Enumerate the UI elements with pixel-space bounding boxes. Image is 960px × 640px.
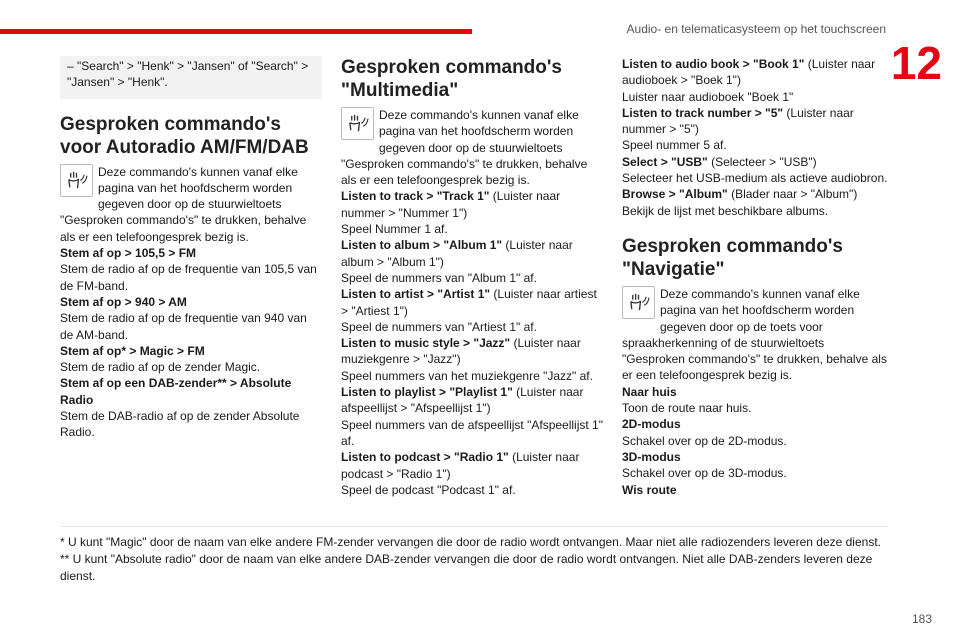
command-line [341, 335, 603, 368]
command-list [60, 245, 322, 441]
command-description: Toon de route naar huis. [622, 401, 752, 416]
column-2 [341, 56, 603, 498]
command-description: Speel nummer 5 af. [622, 138, 727, 153]
command-description: Luister naar audioboek "Boek 1" [622, 89, 794, 104]
command-description: Selecteer het USB-medium als actieve audiobron. [622, 171, 888, 186]
command-line [622, 449, 888, 465]
intro-text: Deze commando's kunnen vanaf elke pagina van het hoofdscherm worden gegeven door op de toets voor spraakherkenning of de stuurwieltoets "Gesproken commando's" te drukken, behalve als er een telefoongesprek bezig is. [622, 286, 887, 383]
command-text: 3D-modus [622, 449, 681, 464]
footnote: * U kunt "Magic" door de naam van elke andere FM-zender vervangen die door de radio wordt ontvangen. Maar niet alle radiozenders leveren deze dienst. [60, 535, 881, 549]
command-text: Stem af op* > Magic > FM [60, 343, 205, 358]
command-text: Listen to playlist > "Playlist 1" [341, 385, 513, 400]
command-translation: (Luister naar audioboek > "Boek 1") [622, 57, 876, 88]
command-translation: (Luister naar album > "Album 1") [341, 238, 573, 269]
command-list [622, 384, 888, 498]
command-description: Schakel over op de 2D-modus. [622, 433, 787, 448]
accent-bar [0, 29, 472, 34]
command-description: Speel Nummer 1 af. [341, 222, 448, 237]
command-line [341, 188, 603, 221]
command-text: Listen to music style > "Jazz" [341, 336, 511, 351]
command-line [341, 449, 603, 482]
command-text: Listen to audio book > "Book 1" [622, 57, 805, 71]
page-number: 183 [911, 612, 932, 626]
command-description: Stem de radio af op de frequentie van 105,5 van de FM-band. [60, 262, 317, 293]
command-text: Wis route [622, 482, 677, 497]
search-note-text: – "Search" > "Henk" > "Jansen" of "Search" > "Jansen" > "Henk". [67, 59, 309, 90]
command-translation: (Luister naar afspeellijst > "Afspeellijst 1") [341, 385, 584, 416]
command-description: Speel nummers van de afspeellijst "Afspeellijst 1" af. [341, 417, 603, 448]
command-description: Speel de podcast "Podcast 1" af. [341, 482, 516, 497]
voice-command-icon [60, 164, 93, 197]
command-line [341, 384, 603, 417]
command-list [622, 56, 888, 219]
command-line [622, 416, 888, 432]
chapter-number: 12 [890, 37, 942, 89]
command-text: Listen to track number > "5" [622, 105, 784, 120]
command-text: Naar huis [622, 384, 677, 399]
command-text: 2D-modus [622, 417, 681, 432]
command-translation: (Luister naar artiest > "Artiest 1") [341, 287, 597, 318]
command-translation: (Luister naar nummer > "Nummer 1") [341, 189, 561, 220]
command-description: Stem de radio af op de zender Magic. [60, 360, 261, 375]
command-description: Stem de radio af op de frequentie van 940 van de AM-band. [60, 311, 307, 342]
command-line [622, 186, 888, 202]
command-list [341, 188, 603, 498]
command-line [622, 56, 888, 89]
command-text: Listen to podcast > "Radio 1" [341, 450, 509, 465]
command-description: Speel de nummers van "Artiest 1" af. [341, 319, 537, 334]
command-line [60, 245, 322, 261]
section-heading-multimedia: Gesproken commando's "Multimedia" [341, 57, 562, 101]
command-line [60, 375, 322, 408]
voice-command-icon [622, 286, 655, 319]
command-line [341, 286, 603, 319]
command-translation: (Selecteer > "USB") [707, 154, 817, 169]
command-translation: (Luister naar muziekgenre > "Jazz") [341, 336, 581, 367]
command-description: Stem de DAB-radio af op de zender Absolute Radio. [60, 409, 300, 440]
column-3 [622, 56, 888, 498]
command-line [622, 105, 888, 138]
command-line [622, 384, 888, 400]
section-title: Audio- en telematicasysteem op het touchscreen [626, 22, 886, 36]
command-description: Speel nummers van het muziekgenre "Jazz" af. [341, 368, 593, 383]
column-1 [60, 56, 322, 441]
command-line [622, 154, 888, 170]
command-line [60, 294, 322, 310]
command-text: Stem af op > 940 > AM [60, 294, 187, 309]
command-text: Browse > "Album" [622, 187, 728, 202]
command-description: Speel de nummers van "Album 1" af. [341, 270, 537, 285]
intro-text: Deze commando's kunnen vanaf elke pagina van het hoofdscherm worden gegeven door op de stuurwieltoets "Gesproken commando's" te drukken, behalve als er een telefoongesprek bezig is. [60, 164, 307, 244]
command-text: Listen to artist > "Artist 1" [341, 287, 491, 302]
command-text: Select > "USB" [622, 154, 708, 169]
command-line [60, 343, 322, 359]
command-translation: (Luister naar podcast > "Radio 1") [341, 450, 580, 481]
command-line [341, 237, 603, 270]
command-translation: (Luister naar nummer > "5") [622, 105, 854, 137]
command-line [622, 482, 888, 498]
intro-text: Deze commando's kunnen vanaf elke pagina van het hoofdscherm worden gegeven door op de stuurwieltoets "Gesproken commando's" te drukken, behalve als er een telefoongesprek bezig is. [341, 108, 588, 188]
search-note [60, 56, 322, 99]
voice-command-icon [341, 107, 374, 140]
command-description: Bekijk de lijst met beschikbare albums. [622, 203, 829, 218]
footnotes [60, 526, 888, 585]
command-text: Stem af op een DAB-zender** > Absolute Radio [60, 376, 292, 407]
section-heading-navigation: Gesproken commando's "Navigatie" [622, 235, 843, 280]
footnote: ** U kunt "Absolute radio" door de naam van elke andere DAB-zender vervangen die door de radio wordt ontvangen. Niet alle DAB-zenders leveren deze dienst. [60, 552, 873, 583]
command-text: Listen to track > "Track 1" [341, 189, 490, 204]
command-description: Schakel over op de 3D-modus. [622, 466, 787, 481]
command-translation: (Blader naar > "Album") [727, 187, 858, 202]
section-heading-radio: Gesproken commando's voor Autoradio AM/FM/DAB [60, 113, 309, 158]
command-text: Listen to album > "Album 1" [341, 238, 503, 253]
command-text: Stem af op > 105,5 > FM [60, 246, 197, 261]
